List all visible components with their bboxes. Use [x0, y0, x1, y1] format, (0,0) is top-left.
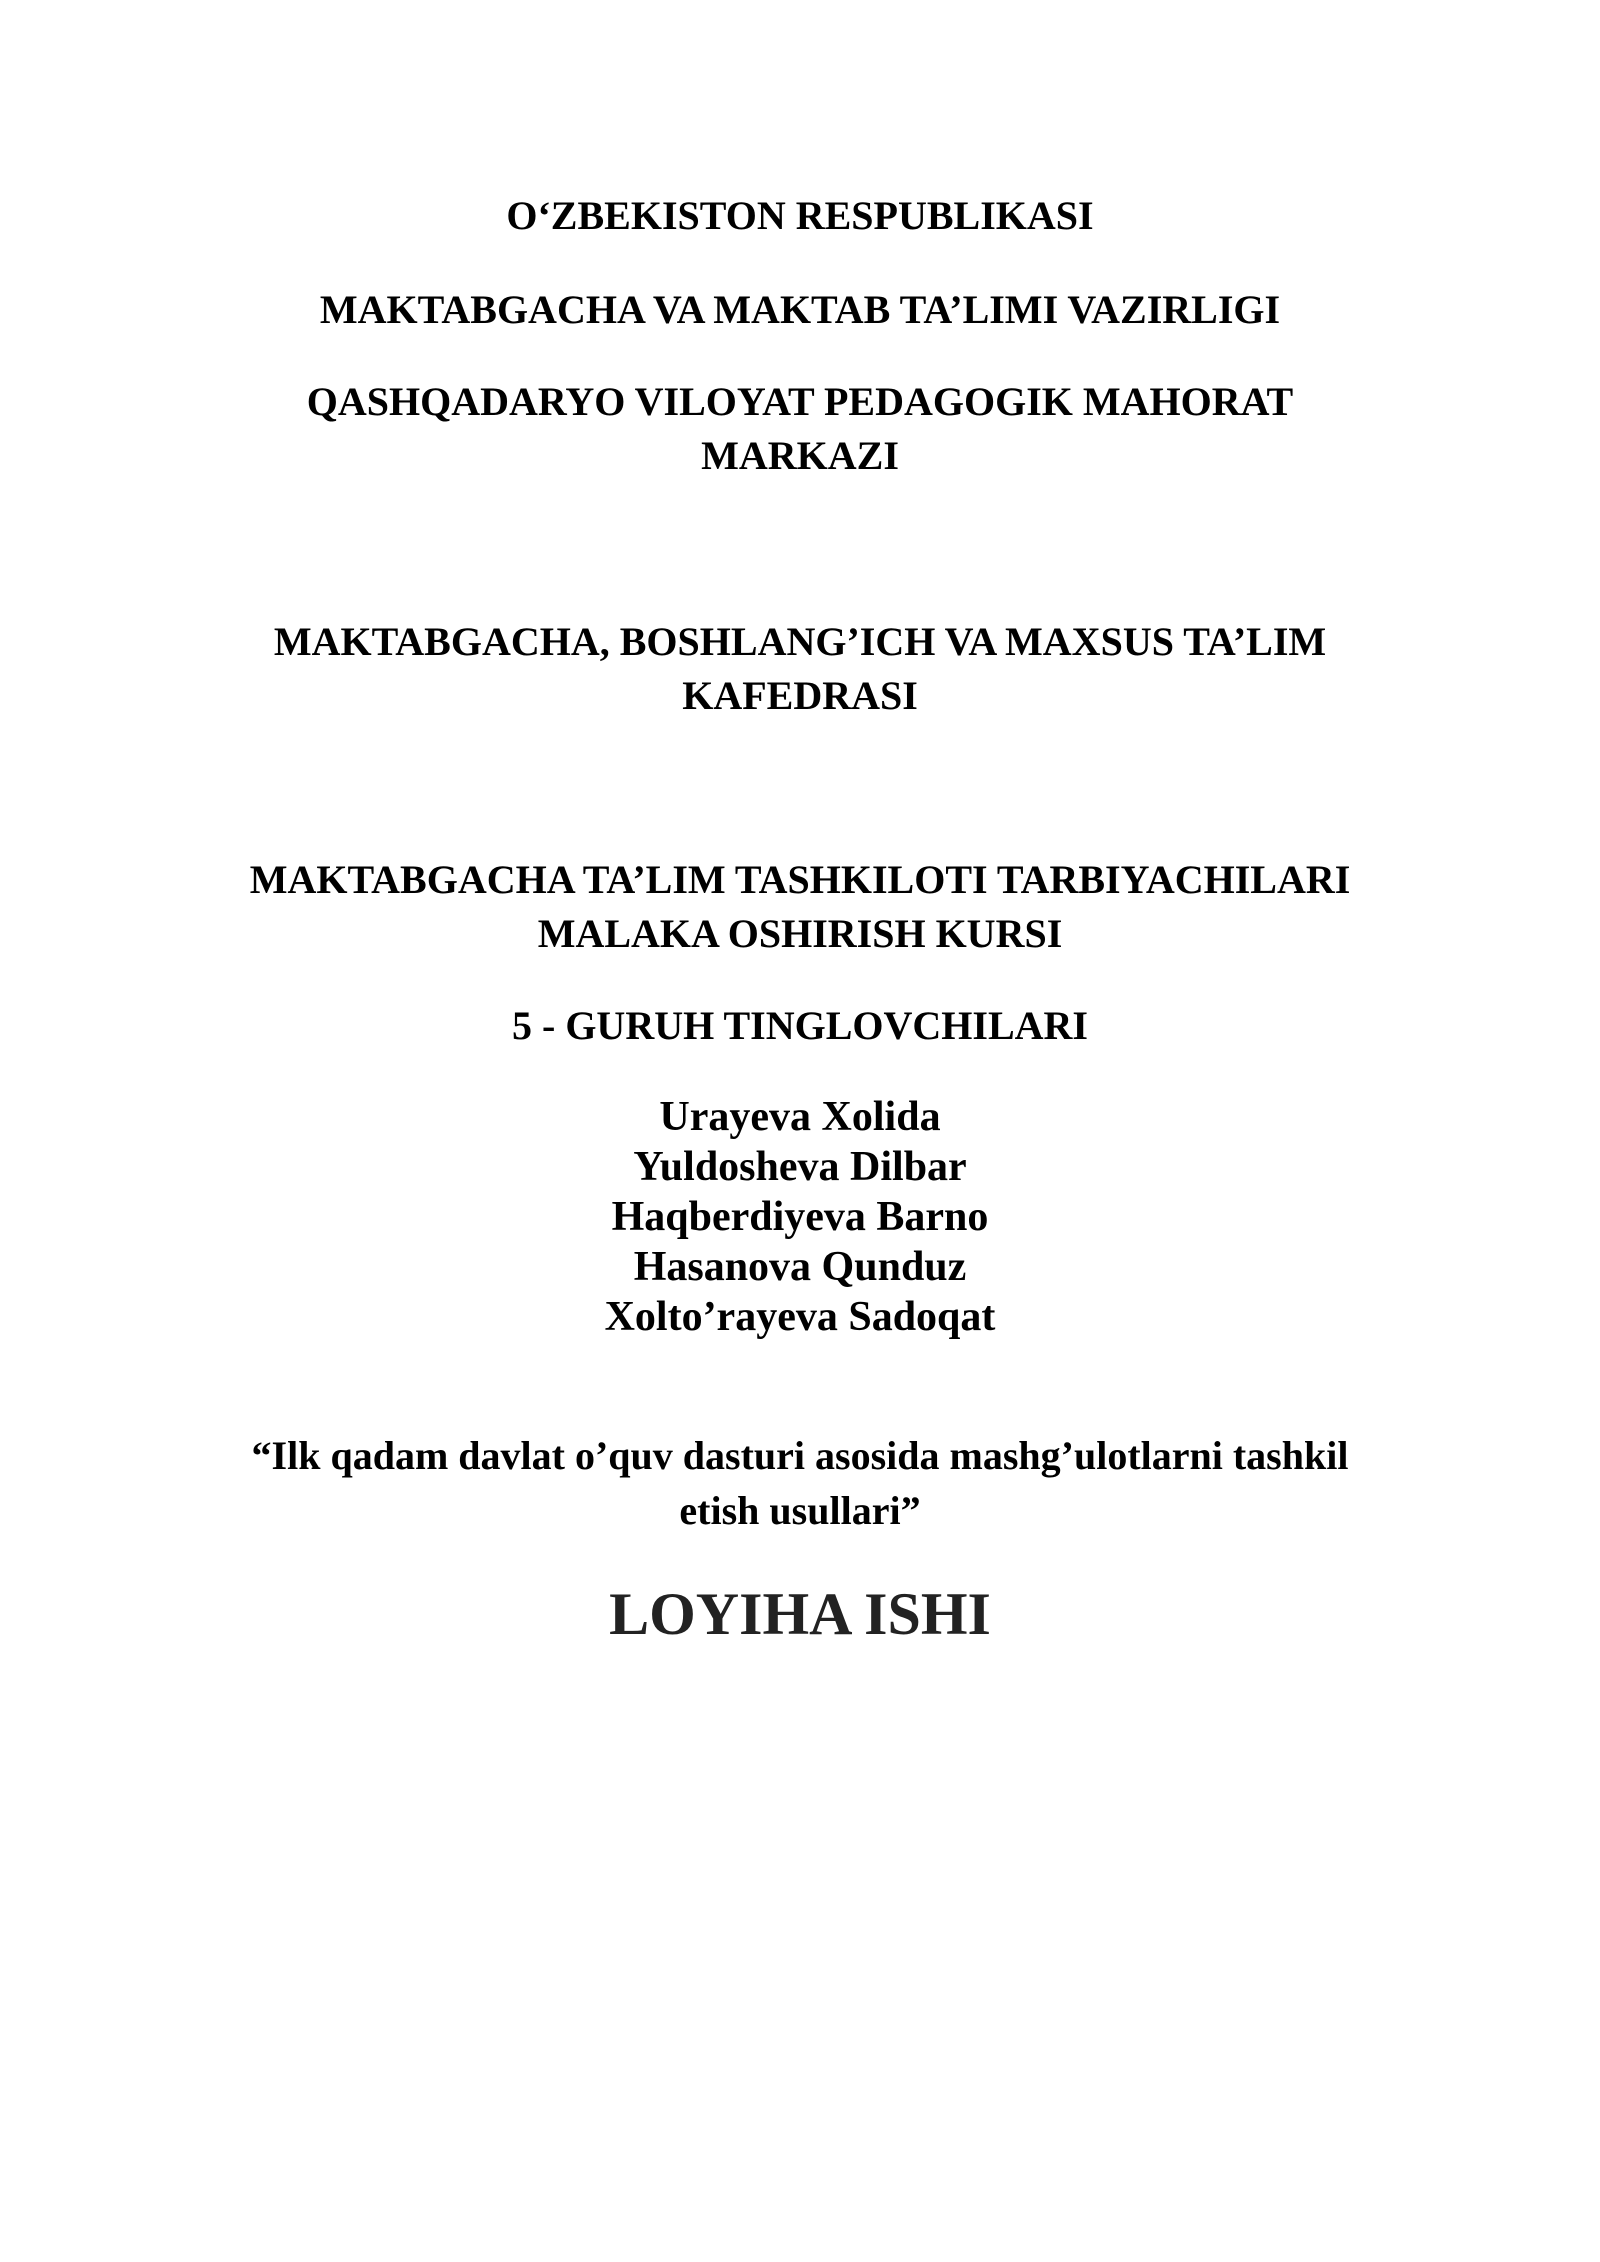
list-item: Hasanova Qunduz: [633, 1244, 967, 1290]
country-name: O‘ZBEKISTON RESPUBLIKASI: [506, 193, 1094, 238]
department-name-line1: MAKTABGACHA, BOSHLANG’ICH VA MAXSUS TA’LIM: [273, 619, 1327, 664]
member-list: [0, 1092, 1600, 1342]
list-item: Haqberdiyeva Barno: [611, 1194, 989, 1240]
center-name-line1: QASHQADARYO VILOYAT PEDAGOGIK MAHORAT: [306, 379, 1294, 424]
center-name-line2: MARKAZI: [701, 433, 899, 478]
list-item: Urayeva Xolida: [659, 1094, 941, 1140]
course-name-line2: MALAKA OSHIRISH KURSI: [537, 911, 1063, 956]
list-item: Yuldosheva Dilbar: [633, 1144, 967, 1190]
ministry-name: MAKTABGACHA VA MAKTAB TA’LIMI VAZIRLIGI: [319, 287, 1281, 332]
document-type-title: LOYIHA ISHI: [609, 1581, 991, 1647]
department-name-line2: KAFEDRASI: [682, 673, 918, 718]
group-label: 5 - GURUH TINGLOVCHILARI: [512, 1003, 1088, 1048]
list-item: Xolto’rayeva Sadoqat: [604, 1294, 996, 1340]
topic-line1: “Ilk qadam davlat o’quv dasturi asosida mashg’ulotlarni tashkil: [251, 1433, 1349, 1478]
course-name-line1: MAKTABGACHA TA’LIM TASHKILOTI TARBIYACHILARI: [249, 857, 1351, 902]
topic-line2: etish usullari”: [679, 1488, 921, 1533]
